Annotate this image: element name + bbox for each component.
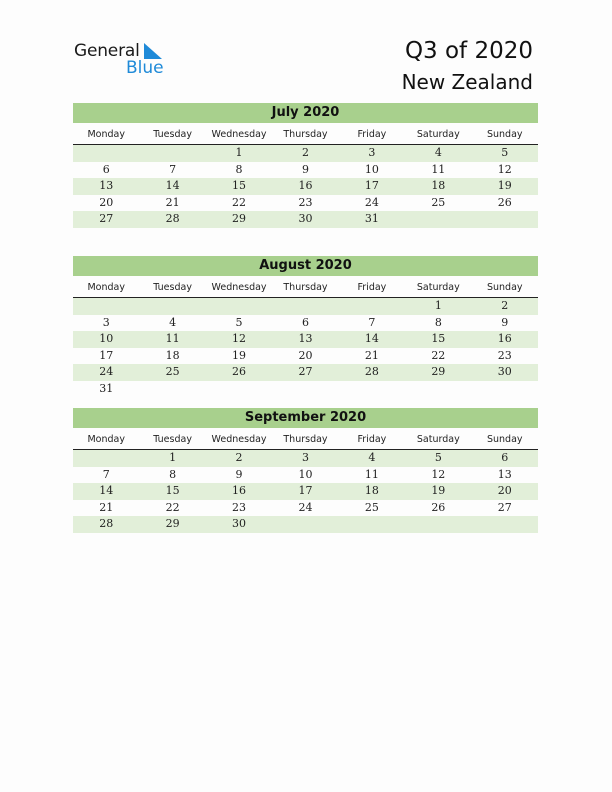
day-cell: 1 [235,146,243,159]
month-title: August 2020 [73,256,538,276]
day-cell: 7 [368,315,376,329]
month-calendar [73,408,538,533]
day-cell: 1 [169,451,177,464]
day-cell: 15 [431,332,446,345]
day-cell: 2 [501,299,509,312]
weekday-label: Saturday [416,129,460,140]
day-cell: 8 [169,467,177,481]
weekday-label: Monday [87,282,125,293]
day-cell: 14 [364,332,379,345]
week-row [73,195,538,212]
day-cell: 3 [102,315,110,329]
week-row [73,331,538,348]
day-cell: 5 [501,146,509,159]
week-row [73,348,538,365]
weekday-label: Friday [357,129,387,140]
day-cell [73,298,139,315]
weekday-header-row [73,280,538,298]
day-cell: 25 [165,365,180,378]
day-cell: 24 [99,365,114,378]
weekday-label: Monday [87,434,125,445]
weekday-label: Tuesday [153,129,192,140]
day-cell: 1 [434,299,442,312]
day-cell: 31 [364,212,379,225]
day-cell: 7 [102,467,110,481]
day-cell: 6 [501,451,509,464]
day-cell: 16 [497,332,512,345]
month-calendar [73,103,538,228]
day-cell: 28 [99,517,114,530]
day-cell: 10 [99,332,114,345]
week-row [73,364,538,381]
day-cell [405,516,471,533]
weekday-label: Sunday [486,129,523,140]
day-cell: 20 [298,348,313,362]
day-cell: 9 [235,467,243,481]
day-cell: 12 [431,467,446,481]
day-cell: 29 [165,517,180,530]
day-cell: 22 [431,348,446,362]
weekday-label: Wednesday [211,282,267,293]
day-cell: 8 [235,162,243,176]
day-cell [206,298,272,315]
day-cell: 27 [298,365,313,378]
day-cell: 30 [232,517,247,530]
week-row [73,516,538,533]
month-title: July 2020 [73,103,538,123]
day-cell [73,145,139,162]
day-cell: 12 [232,332,247,345]
day-cell: 19 [497,179,512,192]
day-cell: 4 [434,146,442,159]
day-cell: 14 [165,179,180,192]
day-cell [472,381,538,398]
day-cell: 25 [364,500,379,514]
day-cell: 30 [298,212,313,225]
day-cell: 28 [364,365,379,378]
day-cell: 22 [232,195,247,209]
weekday-header-row [73,127,538,145]
day-cell: 12 [497,162,512,176]
weekday-label: Sunday [486,434,523,445]
day-cell: 27 [99,212,114,225]
day-cell [206,381,272,398]
day-cell: 3 [301,451,309,464]
week-row [73,211,538,228]
day-cell [272,381,338,398]
week-row [73,500,538,517]
day-cell [139,298,205,315]
day-cell [339,516,405,533]
day-cell: 7 [169,162,177,176]
day-cell: 29 [232,212,247,225]
week-row [73,315,538,332]
day-cell: 18 [165,348,180,362]
day-cell: 16 [232,484,247,497]
weekday-label: Tuesday [153,434,192,445]
day-cell: 16 [298,179,313,192]
day-cell: 26 [431,500,446,514]
week-row [73,178,538,195]
day-cell: 15 [232,179,247,192]
day-cell: 27 [497,500,512,514]
day-cell: 21 [99,500,114,514]
day-cell: 19 [431,484,446,497]
day-cell: 18 [431,179,446,192]
day-cell: 15 [165,484,180,497]
day-cell: 19 [232,348,247,362]
weekday-label: Monday [87,129,125,140]
day-cell: 24 [298,500,313,514]
day-cell: 20 [497,484,512,497]
day-cell [272,298,338,315]
day-cell [272,516,338,533]
week-row [73,145,538,162]
week-row [73,298,538,315]
day-cell [339,381,405,398]
weekday-label: Saturday [416,282,460,293]
day-cell: 26 [232,365,247,378]
day-cell: 24 [364,195,379,209]
page-subtitle: New Zealand [401,70,533,94]
day-cell: 21 [364,348,379,362]
day-cell: 17 [364,179,379,192]
day-cell: 26 [497,195,512,209]
day-cell: 8 [434,315,442,329]
day-cell: 17 [298,484,313,497]
day-cell: 23 [232,500,247,514]
day-cell: 9 [501,315,509,329]
week-row [73,381,538,398]
day-cell [139,381,205,398]
day-cell [339,298,405,315]
week-row [73,467,538,484]
day-cell [405,381,471,398]
day-cell: 4 [368,451,376,464]
day-cell: 3 [368,146,376,159]
day-cell [472,516,538,533]
weekday-label: Tuesday [153,282,192,293]
day-cell: 5 [434,451,442,464]
day-cell: 10 [298,467,313,481]
day-cell: 31 [99,381,114,395]
day-cell: 14 [99,484,114,497]
day-cell: 6 [102,162,110,176]
weekday-label: Thursday [283,434,328,445]
day-cell: 2 [235,451,243,464]
month-calendar [73,256,538,397]
week-row [73,450,538,467]
day-cell: 9 [301,162,309,176]
weekday-label: Thursday [283,129,328,140]
day-cell [139,145,205,162]
day-cell: 17 [99,348,114,362]
day-cell: 11 [165,332,180,345]
day-cell: 18 [364,484,379,497]
page-title: Q3 of 2020 [404,38,533,64]
week-row [73,483,538,500]
day-cell: 23 [298,195,313,209]
day-cell: 22 [165,500,180,514]
day-cell: 21 [165,195,180,209]
weekday-label: Friday [357,434,387,445]
day-cell [472,211,538,228]
weekday-label: Saturday [416,434,460,445]
day-cell: 30 [497,365,512,378]
weekday-label: Thursday [283,282,328,293]
weekday-label: Wednesday [211,129,267,140]
day-cell: 5 [235,315,243,329]
day-cell: 13 [99,179,114,192]
day-cell: 13 [298,332,313,345]
day-cell: 25 [431,195,446,209]
logo-general-text: General [74,41,140,61]
day-cell: 28 [165,212,180,225]
weekday-header-row [73,432,538,450]
day-cell: 2 [301,146,309,159]
day-cell [405,211,471,228]
logo-blue-text: Blue [126,58,164,78]
day-cell [73,450,139,467]
day-cell: 23 [497,348,512,362]
weekday-label: Wednesday [211,434,267,445]
weekday-label: Friday [357,282,387,293]
day-cell: 20 [99,195,114,209]
day-cell: 11 [364,467,379,481]
day-cell: 6 [301,315,309,329]
day-cell: 11 [431,162,446,176]
week-row [73,162,538,179]
weekday-label: Sunday [486,282,523,293]
day-cell: 4 [169,315,177,329]
month-title: September 2020 [73,408,538,428]
day-cell: 13 [497,467,512,481]
logo [74,41,184,81]
day-cell: 10 [364,162,379,176]
day-cell: 29 [431,365,446,378]
